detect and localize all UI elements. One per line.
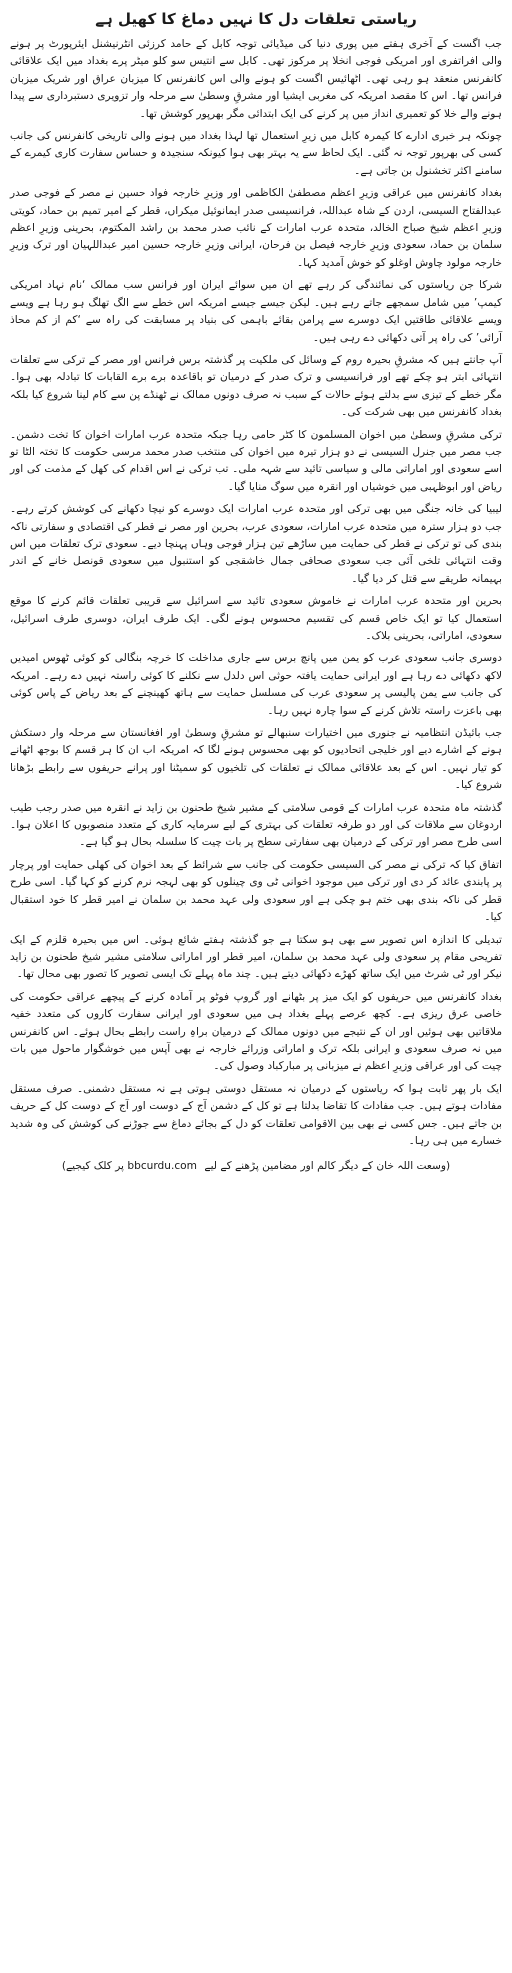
article-title: ریاستی تعلقات دل کا نہیں دماغ کا کھیل ہے xyxy=(95,10,417,28)
article-paragraph: دوسری جانب سعودی عرب کو یمن میں پانچ برس سے جاری مداخلت کا خرچہ بنگالی کو کوئی ٹھوس امیدیں لاکھ دکھائی دے رہا ہے اور ایرانی حمایت یافتہ حوثی اس دلدل سے نکلنے کا کوئی راستہ نہیں دے رہے۔ امریکہ کی جانب سے یمن پالیسی پر سعودی عرب کی مسلسل حمایت سے ہاتھ کھینچنے کے بعد ریاض کے پاس کوئی بھی باعزت راستہ تلاش کرنے کے سوا چارہ نہیں رہا۔ xyxy=(10,652,502,717)
article-paragraph: جب بائیڈن انتظامیہ نے جنوری میں اختیارات سنبھالے تو مشرقِ وسطیٰ اور افغانستان سے مرحلہ وار دستکش ہونے کے اشارے دیے اور خلیجی اتحادیوں کو بھی محسوس ہونے لگا کہ امریکہ اب ان کا ہر قسم کا بوجھ اٹھانے کو تیار نہیں۔ اس کے بعد علاقائی ممالک نے تعلقات کی تلخیوں کو سمیٹنا اور پرانے حریفوں سے رابطے بڑھانا شروع کیا۔ xyxy=(10,727,502,792)
article-paragraph: گذشتہ ماہ متحدہ عرب امارات کے قومی سلامتی کے مشیر شیخ طحنون بن زاید نے انقرہ میں صدر رجب طیب اردوغان سے ملاقات کی اور دو طرفہ تعلقات کی بہتری کے لیے سرمایہ کاری کے متعدد منصوبوں کا اعلان ہوا۔ اسی طرح مصر اور ترکی کے درمیان بھی سفارتی سطح پر بات چیت کا سلسلہ بحال ہو گیا ہے۔ xyxy=(10,801,502,849)
article-paragraph: آپ جانتے ہیں کہ مشرقِ بحیرہ روم کے وسائل کی ملکیت پر گذشتہ برس فرانس اور مصر کے ترکی سے تعلقات انتہائی ابتر ہو چکے تھے اور فرانسیسی و ترک صدر کے درمیان تو باقاعدہ برے برے القابات کا تبادلہ بھی ہوا۔ مگر خطے کے تیزی سے بدلتے ہوئے حالات کے سبب نہ صرف دونوں ممالک نے ٹھنڈے پن سے کام لینا شروع کیا بلکہ بغداد کانفرنس میں بھی شرکت کی۔ xyxy=(10,353,502,419)
bbc-urdu-link[interactable]: bbcurdu.com xyxy=(127,1160,197,1173)
footer-author-note: (وسعت اللہ خان کے دیگر کالم اور مضامین پڑھنے کے لیے xyxy=(204,1160,451,1173)
article-paragraph: ایک بار پھر ثابت ہوا کہ ریاستوں کے درمیان نہ مستقل دوستی ہوتی ہے نہ مستقل دشمنی۔ صرف مستقل مفادات ہوتے ہیں۔ جب مفادات کا تقاضا بدلتا ہے تو کل کے دشمن آج کے دوست اور آج کے دوست کل کے حریف بن جاتے ہیں۔ جس کسی نے بھی بین الاقوامی تعلقات کو دل کے بجائے دماغ سے جوڑنے کی کوشش کی وہ شدید خسارے میں ہی رہا۔ xyxy=(10,1082,502,1147)
article-paragraph: بغداد کانفرنس میں حریفوں کو ایک میز پر بٹھانے اور گروپ فوٹو پر آمادہ کرنے کے پیچھے عراقی حکومت کی خاصی عرق ریزی ہے۔ کچھ عرصے پہلے بغداد ہی میں سعودی اور ایرانی سفارت کاروں کی متعدد خفیہ ملاقاتیں بھی ہوئیں اور ان کے نتیجے میں دونوں ممالک کے درمیان براہِ راست رابطے بحال ہوئے۔ اس کانفرنس میں نہ صرف سعودی و ایرانی بلکہ ترک و اماراتی وزرائے خارجہ نے بھی آپس میں خوشگوار ماحول میں بات چیت کی اور عراقی وزیرِ اعظم نے میزبانی پر مبارکباد وصول کی۔ xyxy=(10,990,502,1073)
article-body xyxy=(10,36,502,1150)
article-paragraph: بغداد کانفرنس میں عراقی وزیرِ اعظم مصطفیٰ الکاظمی اور وزیرِ خارجہ فواد حسین نے مصر کے فوجی صدر عبدالفتاح السیسی، اردن کے شاہ عبداللہ، فرانسیسی صدر ایمانوئیل میکراں، قطر کے امیر تمیم بن حماد، کویتی وزیرِ اعظم شیخ صباح الخالد، متحدہ عرب امارات کے نائب صدر محمد بن راشد المکتوم، بحرینی وزیرِ اعظم سلمان بن حماد، سعودی وزیرِ خارجہ فیصل بن فرحان، ایرانی وزیرِ خارجہ حسین امیر عبداللہیان اور ترک وزیرِ خارجہ مولود چاوش اوغلو کو خوش آمدید کہا۔ xyxy=(10,187,502,269)
article-paragraph: جب اگست کے آخری ہفتے میں پوری دنیا کی میڈیائی توجہ کابل کے حامد کرزئی انٹرنیشنل ایئرپورٹ پر ہونے والی افراتفری اور امریکی فوجی انخلا پر مرکوز تھی۔ کابل سے انتیس سو کلو میٹر پرے بغداد میں ایک علاقائی کانفرنس منعقد ہو رہی تھی۔ اٹھائیس اگست کو ہونے والی اس کانفرنس کا میزبان عراق اور شریک میزبان فرانس تھا۔ اس کا مقصد امریکہ کی مغربی ایشیا اور مشرقِ وسطیٰ سے مرحلہ وار تزویری دستبرداری سے پیدا ہونے والے خلا کو تعمیری انداز میں پر کرنے کی ایک ابتدائی مگر بھرپور کوشش تھا۔ xyxy=(10,38,502,120)
article-paragraph: تبدیلی کا اندازہ اس تصویر سے بھی ہو سکتا ہے جو گذشتہ ہفتے شائع ہوئی۔ اس میں بحیرہ قلزم کے ایک تفریحی مقام پر سعودی ولی عہد محمد بن سلمان، امیر قطر اور اماراتی سلامتی مشیر شیخ طحنون بن زاید نیکر اور ٹی شرٹ میں ایک ساتھ کھڑے دکھائی دیتے ہیں۔ چند ماہ پہلے تک ایسی تصویر کا تصور بھی محال تھا۔ xyxy=(10,933,502,981)
article-footer xyxy=(10,1158,502,1175)
article-paragraph: بحرین اور متحدہ عرب امارات نے خاموش سعودی تائید سے اسرائیل سے قریبی تعلقات قائم کرنے کا موقع استعمال کیا تو ایک خاص قسم کی تقسیم محسوس ہونے لگی۔ ایک طرف ایران، دوسری طرف اسرائیل، سعودی، اماراتی، بحرینی بلاک۔ xyxy=(10,595,502,642)
article-paragraph: ترکی مشرقِ وسطیٰ میں اخوان المسلمون کا کٹر حامی رہا جبکہ متحدہ عرب امارات اخوان کا تخت دشمن۔ جب مصر میں جنرل السیسی نے دو ہزار تیرہ میں اخوان کی منتخب صدر محمد مرسی حکومت کا تختہ الٹا تو اسے سعودی اور اماراتی مالی و سیاسی تائید سے شہہ ملی۔ تب ترکی نے اس اقدام کی کھل کے مذمت کی اور ریاض اور ابوظہبی میں خوشیاں اور انقرہ میں سوگ منایا گیا۔ xyxy=(10,428,502,493)
article-paragraph: اتفاق کیا کہ ترکی نے مصر کی السیسی حکومت کی جانب سے شرائط کے بعد اخوان کی کھلی حمایت اور پرچار پر پابندی عائد کر دی اور ترکی میں موجود اخوانی ٹی وی چینلوں کو بھی لہجہ نرم کرنے کو کہا گیا۔ اسی طرح قطر کی ناکہ بندی بھی ختم ہو چکی ہے اور سعودی ولی عہد محمد بن سلمان نے امیر قطر کا خود استقبال کیا۔ xyxy=(10,858,502,924)
article-paragraph: چونکہ ہر خبری ادارے کا کیمرہ کابل میں زیرِ استعمال تھا لہذا بغداد میں ہونے والی تاریخی کانفرنس کی جانب کسی کی بھرپور توجہ نہ گئی۔ ایک لحاظ سے یہ بہتر بھی ہوا کیونکہ سنجیدہ و حساس سفارت کاری کیمرے کے سامنے اکثر تخشنول بن جاتی ہے۔ xyxy=(10,130,502,177)
article-paragraph: لیبیا کی خانہ جنگی میں بھی ترکی اور متحدہ عرب امارات ایک دوسرے کو نیچا دکھانے کی کوشش کرتے رہے۔ جب دو ہزار سترہ میں متحدہ عرب امارات، سعودی عرب، بحرین اور مصر نے قطر کی اقتصادی و سفارتی ناکہ بندی کی تو ترکی نے قطر کی حمایت میں ساڑھے تین ہزار فوجی وہاں پہنچا دیے۔ سعودی ترک تعلقات میں اس وقت انتہائی تلخی آئی جب سعودی صحافی جمال خاشقجی کو استنبول میں سعودی قونصل خانے کے اندر بہیمانہ طریقے سے قتل کر دیا گیا۔ xyxy=(10,503,502,585)
footer-link-suffix: پر کلک کیجیے) xyxy=(61,1160,125,1173)
article-paragraph: شرکا جن ریاستوں کی نمائندگی کر رہے تھے ان میں سوائے ایران اور فرانس سب ممالک ‘نام نہاد امریکی کیمپ’ میں شامل سمجھے جاتے رہے ہیں۔ لیکن جیسے جیسے امریکہ اس خطے سے الگ تھلگ ہو رہا ہے ویسے ویسے علاقائی طاقتیں ایک دوسرے سے پرامن بقائے باہمی کی بنیاد پر مسابقت کی راہ سے ‘کم از کم محاذ آرائی’ کی راہ پر آتی دکھائی دے رہی ہیں۔ xyxy=(10,279,502,344)
